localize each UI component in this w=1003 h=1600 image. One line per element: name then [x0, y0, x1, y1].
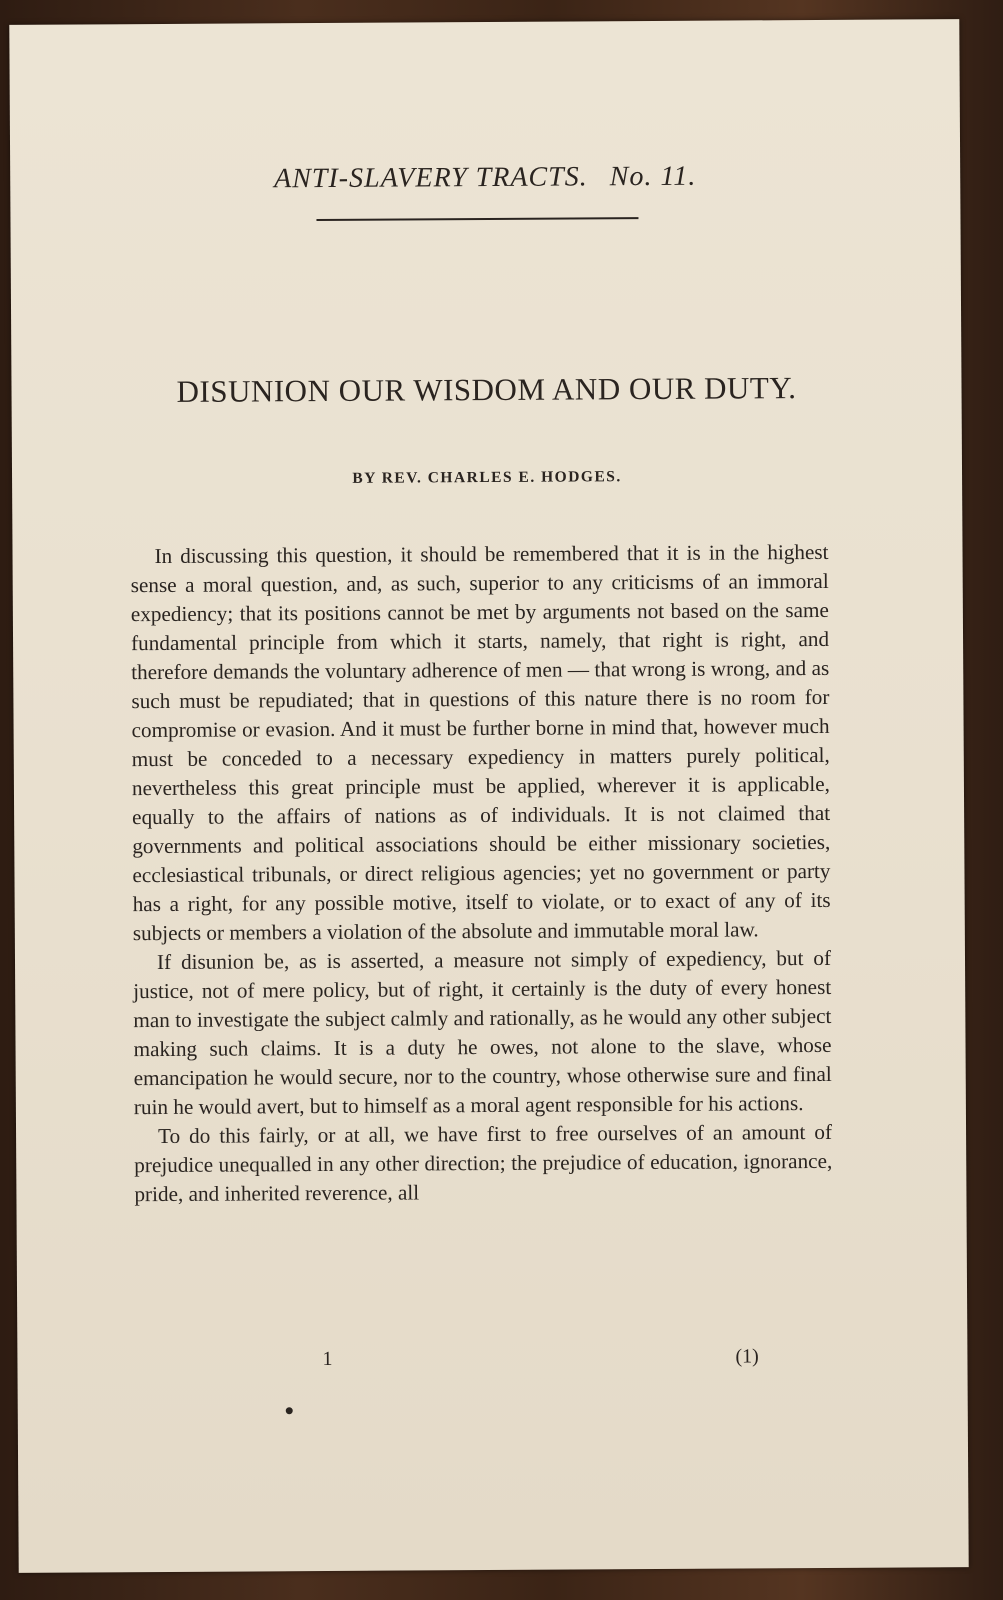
series-number: No. 11.	[609, 160, 697, 193]
document-title: DISUNION OUR WISDOM AND OUR DUTY.	[176, 370, 797, 409]
author-byline: BY REV. CHARLES E. HODGES.	[352, 468, 622, 487]
signature-mark: (1)	[735, 1345, 759, 1368]
paragraph-2: If disunion be, as is asserted, a measure not simply of expediency, but of justice, not of mere policy, but of right, it certainly is the duty of every honest man to investigate the subject calmly and rationally, as he would any other subject making such claims. It is a duty he owes, not alone to the slave, whose emancipation he would secure, nor to the country, whose otherwise sure and final ruin he would avert, but to himself as a moral agent responsible for his actions.	[133, 945, 832, 1120]
tract-page	[9, 19, 968, 1573]
series-title: ANTI-SLAVERY TRACTS.	[273, 161, 588, 195]
body-text	[130, 538, 832, 1209]
series-header	[10, 159, 960, 197]
paragraph-3: To do this fairly, or at all, we have first to free ourselves of an amount of prejudice unequalled in any other direction; the prejudice of education, ignorance, pride, and inherited reverence, all	[134, 1119, 833, 1207]
ink-spot	[286, 1407, 293, 1414]
paragraph-1: In discussing this question, it should be remembered that it is in the highest sense a moral question, and, as such, superior to any criticisms of an immoral expediency; that its positions cannot be met by arguments not based on the same fundamental principle from which it starts, namely, that right is right, and therefore demands the voluntary adherence of men — that wrong is wrong, and as such must be repudiated; that in questions of this nature there is no room for compromise or evasion. And it must be further borne in mind that, however much must be conceded to a necessary expediency in matters purely political, nevertheless this great principle must be applied, wherever it is applicable, equally to the affairs of nations as of individuals. It is not claimed that governments and political associations should be either missionary societies, ecclesiastical tribunals, or direct religious agencies; yet no government or party has a right, for any possible motive, itself to violate, or to exact of any of its subjects or members a violation of the absolute and immutable moral law.	[130, 539, 831, 946]
page-number: 1	[322, 1347, 333, 1371]
header-rule	[316, 217, 638, 221]
